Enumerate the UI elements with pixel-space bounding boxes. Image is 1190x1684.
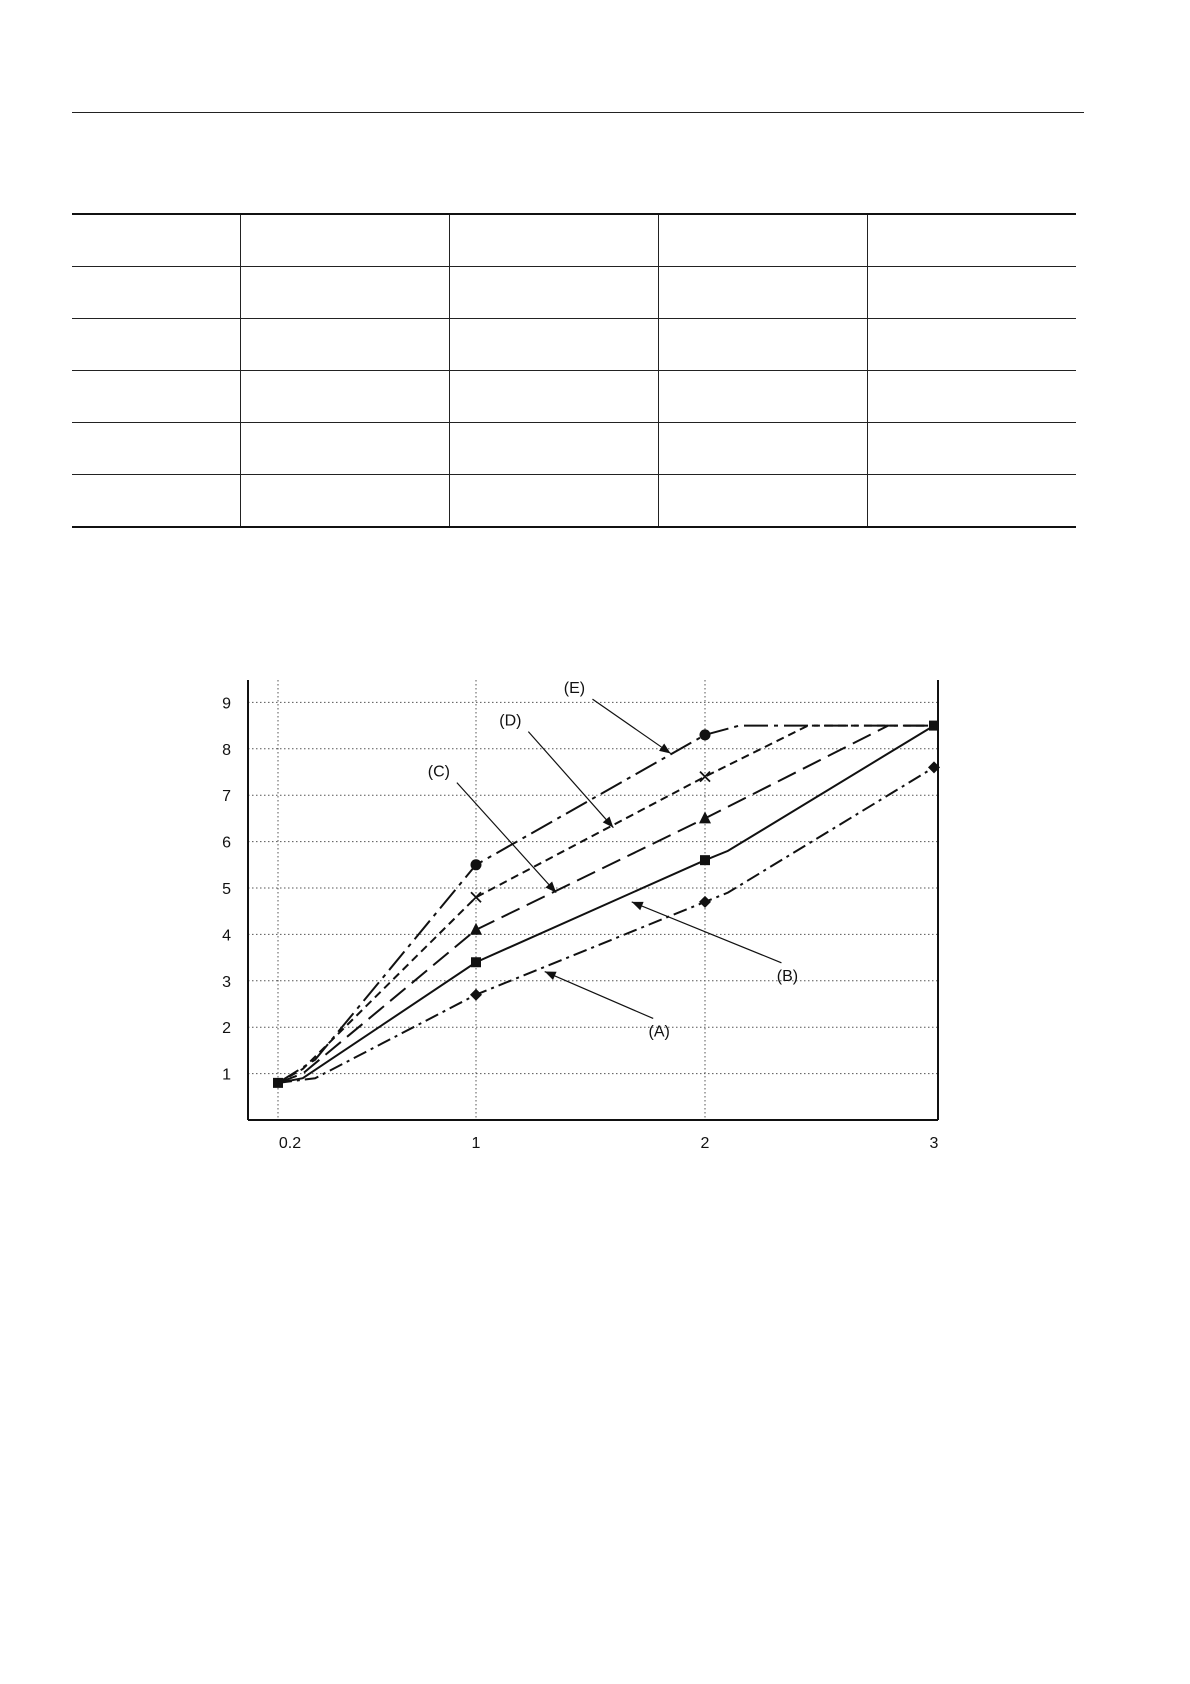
callout-label: (E)	[563, 680, 586, 698]
callout-label: (D)	[499, 712, 522, 730]
y-tick-label: 1	[222, 1066, 231, 1084]
callout-arrow-line	[632, 902, 782, 963]
series-line-b	[278, 726, 934, 1083]
x-tick-label: 1	[471, 1135, 481, 1152]
data-point-marker	[700, 729, 711, 740]
callout-arrow-line	[457, 783, 556, 893]
callout-arrow-line	[545, 972, 654, 1019]
callout-arrow-line	[528, 732, 613, 828]
y-tick-label: 4	[222, 927, 231, 945]
chart-series	[273, 721, 940, 1088]
data-point-marker	[699, 811, 711, 823]
y-tick-label: 6	[222, 834, 231, 852]
callout-label: (B)	[776, 967, 799, 985]
x-tick-label: 2	[700, 1135, 710, 1152]
series-line-a	[278, 767, 934, 1083]
x-tick-label: 0.2	[278, 1135, 302, 1152]
data-point-marker	[700, 855, 710, 865]
x-tick-label: 3	[929, 1135, 939, 1152]
data-point-marker	[470, 989, 482, 1001]
data-point-marker	[699, 896, 711, 908]
y-tick-label: 8	[222, 741, 231, 759]
callout-label: (C)	[427, 763, 450, 781]
data-point-marker	[471, 957, 481, 967]
chart-grid	[248, 680, 938, 1120]
callout-arrowhead	[632, 902, 644, 910]
y-tick-label: 3	[222, 973, 231, 991]
y-tick-label: 5	[222, 881, 231, 898]
y-tick-label: 9	[222, 695, 231, 713]
callout-arrow-line	[592, 699, 670, 753]
chart-callouts	[428, 680, 798, 1040]
y-tick-label: 7	[222, 788, 231, 806]
callout-label: (A)	[648, 1023, 670, 1041]
data-point-marker	[471, 859, 482, 870]
y-tick-label: 2	[222, 1020, 231, 1038]
callout-arrowhead	[545, 972, 557, 980]
